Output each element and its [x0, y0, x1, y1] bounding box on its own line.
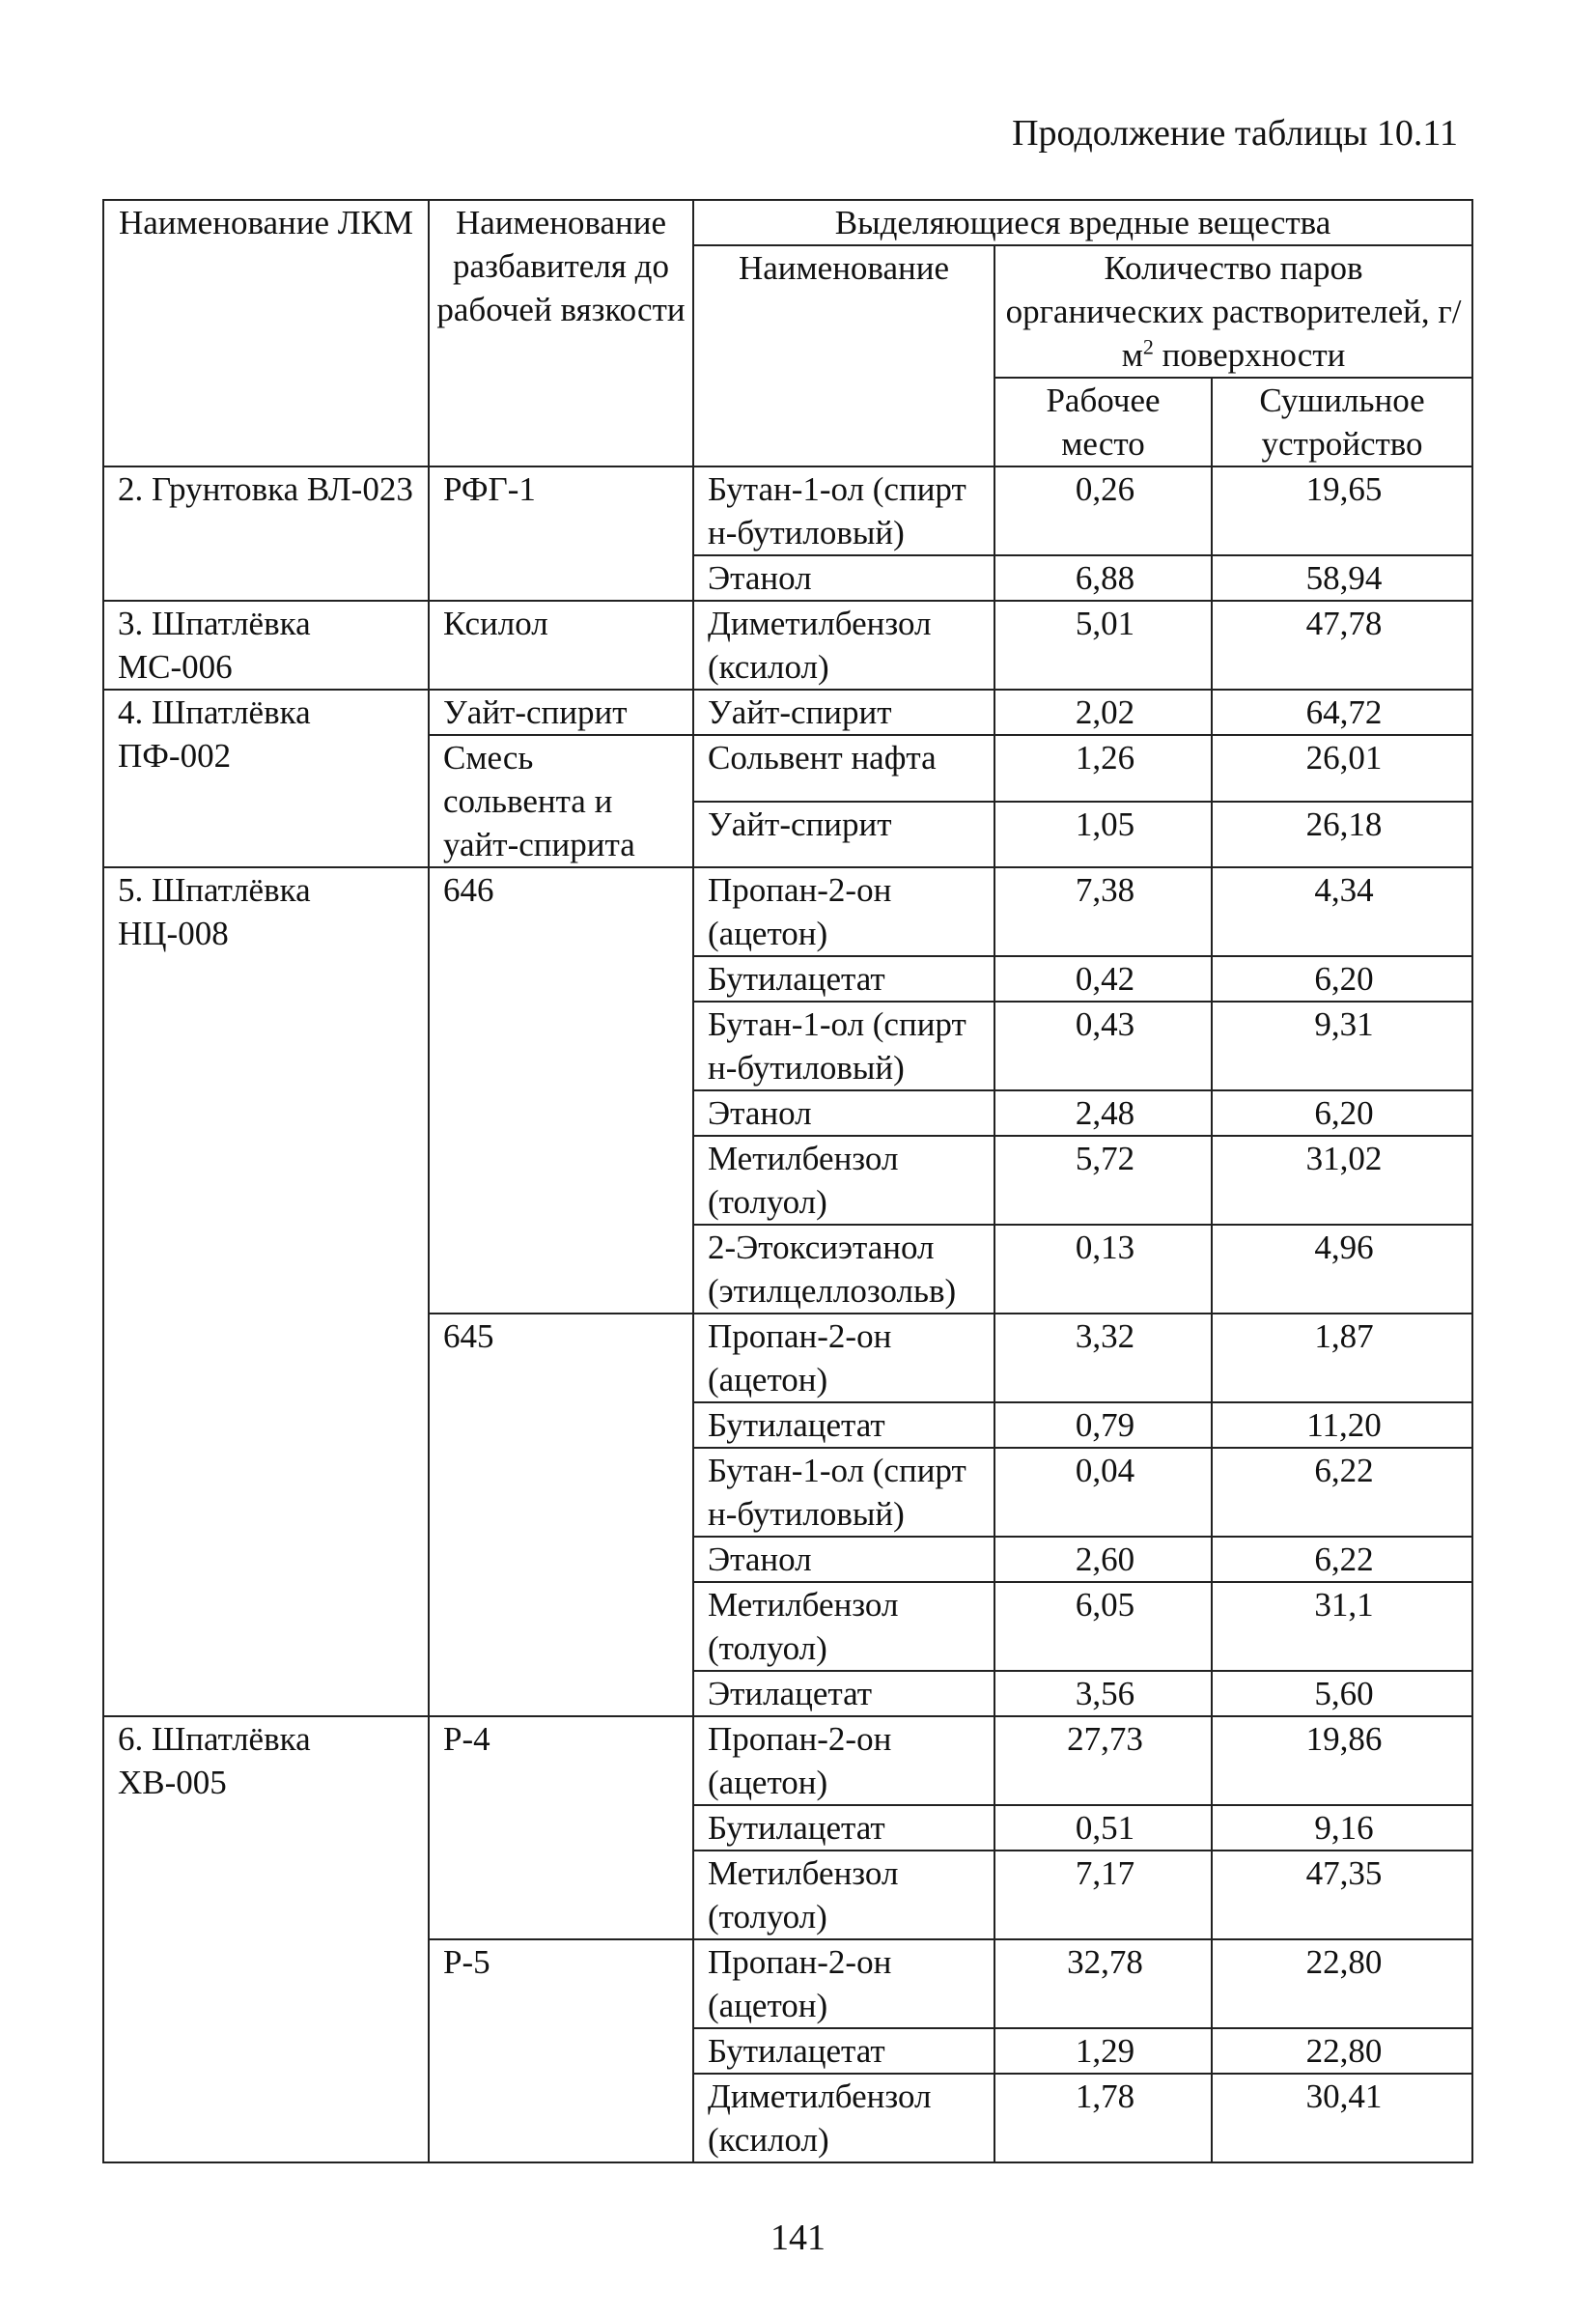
- workplace-value-cell: 2,02: [994, 690, 1212, 735]
- table-row: [103, 1716, 1472, 1805]
- substance-cell: Этилацетат: [693, 1671, 994, 1716]
- dryer-value-cell: 6,20: [1212, 1090, 1472, 1136]
- dryer-value-cell: 26,18: [1212, 802, 1472, 868]
- table-body: [103, 466, 1472, 2162]
- dryer-value-cell: 4,96: [1212, 1225, 1472, 1314]
- substance-cell: Бутилацетат: [693, 2028, 994, 2074]
- lkm-cell: 6. Шпатлёвка ХВ-005: [103, 1716, 429, 2162]
- header-group: Выделяющиеся вредные вещества: [693, 200, 1472, 245]
- dryer-value-cell: 22,80: [1212, 1939, 1472, 2028]
- workplace-value-cell: 0,42: [994, 956, 1212, 1002]
- table-row: [103, 867, 1472, 956]
- substance-cell: Уайт-спирит: [693, 690, 994, 735]
- table-row: [103, 601, 1472, 690]
- workplace-value-cell: 0,79: [994, 1402, 1212, 1448]
- emissions-table: [102, 199, 1473, 2163]
- workplace-value-cell: 0,13: [994, 1225, 1212, 1314]
- header-quantity-sup: 2: [1142, 334, 1154, 359]
- workplace-value-cell: 6,88: [994, 555, 1212, 601]
- header-lkm: Наименование ЛКМ: [103, 200, 429, 466]
- table-row: [103, 466, 1472, 555]
- dryer-value-cell: 6,20: [1212, 956, 1472, 1002]
- workplace-value-cell: 2,60: [994, 1537, 1212, 1582]
- dryer-value-cell: 26,01: [1212, 735, 1472, 802]
- thinner-cell: Смесь сольвента и уайт-спирита: [429, 735, 693, 867]
- lkm-cell: 2. Грунтовка ВЛ-023: [103, 466, 429, 601]
- workplace-value-cell: 7,38: [994, 867, 1212, 956]
- substance-cell: Сольвент нафта: [693, 735, 994, 802]
- substance-cell: Пропан-2-он (ацетон): [693, 867, 994, 956]
- thinner-cell: Ксилол: [429, 601, 693, 690]
- substance-cell: Пропан-2-он (ацетон): [693, 1314, 994, 1402]
- header-dryer: Сушильное устройство: [1212, 378, 1472, 466]
- dryer-value-cell: 19,65: [1212, 466, 1472, 555]
- header-quantity-text: Количество паров органических растворителей, г/м: [1005, 249, 1462, 374]
- thinner-cell: Р-5: [429, 1939, 693, 2162]
- header-thinner: Наименование разбавителя до рабочей вязкости: [429, 200, 693, 466]
- workplace-value-cell: 7,17: [994, 1851, 1212, 1939]
- substance-cell: Бутан-1-ол (спирт н-бутиловый): [693, 466, 994, 555]
- dryer-value-cell: 31,1: [1212, 1582, 1472, 1671]
- dryer-value-cell: 4,34: [1212, 867, 1472, 956]
- workplace-value-cell: 1,78: [994, 2074, 1212, 2162]
- workplace-value-cell: 0,04: [994, 1448, 1212, 1537]
- workplace-value-cell: 3,32: [994, 1314, 1212, 1402]
- workplace-value-cell: 32,78: [994, 1939, 1212, 2028]
- dryer-value-cell: 11,20: [1212, 1402, 1472, 1448]
- lkm-cell: 4. Шпатлёвка ПФ-002: [103, 690, 429, 867]
- dryer-value-cell: 22,80: [1212, 2028, 1472, 2074]
- substance-cell: Пропан-2-он (ацетон): [693, 1716, 994, 1805]
- substance-cell: Диметилбензол (ксилол): [693, 601, 994, 690]
- dryer-value-cell: 6,22: [1212, 1448, 1472, 1537]
- dryer-value-cell: 64,72: [1212, 690, 1472, 735]
- substance-cell: Бутилацетат: [693, 956, 994, 1002]
- workplace-value-cell: 1,29: [994, 2028, 1212, 2074]
- lkm-cell: 5. Шпатлёвка НЦ-008: [103, 867, 429, 1716]
- substance-cell: Этанол: [693, 1090, 994, 1136]
- workplace-value-cell: 5,72: [994, 1136, 1212, 1225]
- dryer-value-cell: 47,35: [1212, 1851, 1472, 1939]
- dryer-value-cell: 58,94: [1212, 555, 1472, 601]
- substance-cell: Этанол: [693, 1537, 994, 1582]
- substance-cell: 2-Этоксиэтанол (этилцеллозольв): [693, 1225, 994, 1314]
- workplace-value-cell: 2,48: [994, 1090, 1212, 1136]
- substance-cell: Бутан-1-ол (спирт н-бутиловый): [693, 1448, 994, 1537]
- workplace-value-cell: 27,73: [994, 1716, 1212, 1805]
- workplace-value-cell: 5,01: [994, 601, 1212, 690]
- substance-cell: Бутилацетат: [693, 1805, 994, 1851]
- substance-cell: Уайт-спирит: [693, 802, 994, 868]
- lkm-cell: 3. Шпатлёвка МС-006: [103, 601, 429, 690]
- thinner-cell: Уайт-спирит: [429, 690, 693, 735]
- workplace-value-cell: 3,56: [994, 1671, 1212, 1716]
- page-number: 141: [770, 2218, 826, 2258]
- dryer-value-cell: 31,02: [1212, 1136, 1472, 1225]
- substance-cell: Бутилацетат: [693, 1402, 994, 1448]
- substance-cell: Этанол: [693, 555, 994, 601]
- dryer-value-cell: 30,41: [1212, 2074, 1472, 2162]
- table-caption: Продолжение таблицы 10.11: [1012, 113, 1458, 154]
- substance-cell: Диметилбензол (ксилол): [693, 2074, 994, 2162]
- workplace-value-cell: 0,26: [994, 466, 1212, 555]
- dryer-value-cell: 9,16: [1212, 1805, 1472, 1851]
- thinner-cell: Р-4: [429, 1716, 693, 1939]
- substance-cell: Пропан-2-он (ацетон): [693, 1939, 994, 2028]
- substance-cell: Метилбензол (толуол): [693, 1851, 994, 1939]
- workplace-value-cell: 6,05: [994, 1582, 1212, 1671]
- dryer-value-cell: 9,31: [1212, 1002, 1472, 1090]
- header-workplace: Рабочее место: [994, 378, 1212, 466]
- header-substance: Наименование: [693, 245, 994, 466]
- thinner-cell: 646: [429, 867, 693, 1314]
- dryer-value-cell: 6,22: [1212, 1537, 1472, 1582]
- thinner-cell: РФГ-1: [429, 466, 693, 601]
- workplace-value-cell: 0,51: [994, 1805, 1212, 1851]
- thinner-cell: 645: [429, 1314, 693, 1716]
- workplace-value-cell: 1,05: [994, 802, 1212, 868]
- dryer-value-cell: 5,60: [1212, 1671, 1472, 1716]
- table-row: [103, 690, 1472, 735]
- workplace-value-cell: 1,26: [994, 735, 1212, 802]
- dryer-value-cell: 19,86: [1212, 1716, 1472, 1805]
- substance-cell: Метилбензол (толуол): [693, 1136, 994, 1225]
- workplace-value-cell: 0,43: [994, 1002, 1212, 1090]
- table-header: [103, 200, 1472, 466]
- dryer-value-cell: 47,78: [1212, 601, 1472, 690]
- dryer-value-cell: 1,87: [1212, 1314, 1472, 1402]
- header-quantity: [994, 245, 1472, 378]
- substance-cell: Метилбензол (толуол): [693, 1582, 994, 1671]
- header-quantity-tail: поверхности: [1153, 336, 1346, 374]
- substance-cell: Бутан-1-ол (спирт н-бутиловый): [693, 1002, 994, 1090]
